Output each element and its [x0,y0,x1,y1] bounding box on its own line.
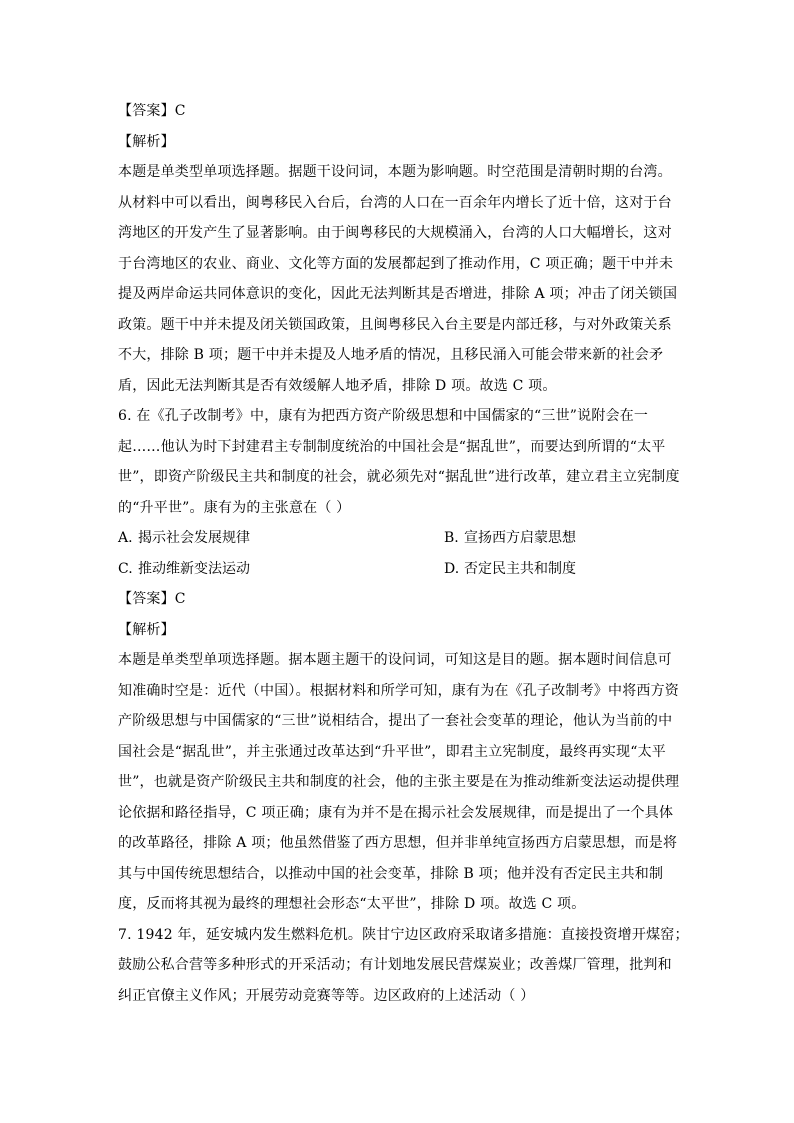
q5-analysis-line: 本题是单类型单项选择题。据题干设问词，本题为影响题。时空范围是清朝时期的台湾。 [118,164,672,180]
q5-analysis-line: 提及两岸命运共同体意识的变化，因此无法判断其是否增进，排除 A 项；冲击了闭关锁国 [118,286,678,302]
option-letter: D. [444,560,460,577]
option-text: 推动维新变法运动 [138,560,250,577]
option-letter: C. [118,560,133,577]
q7-stem-line: 7. 1942 年，延安城内发生燃料危机。陕甘宁边区政府采取诸多措施：直接投资增开煤窑； [118,926,689,943]
q5-analysis-label: 【解析】 [118,133,175,150]
q6-analysis-line: 的改革路径，排除 A 项；他虽然借鉴了西方思想，但并非单纯宣扬西方启蒙思想，而是将 [118,835,678,851]
q6-analysis-line: 本题是单类型单项选择题。据本题主题干的设问词，可知这是目的题。据本题时间信息可 [118,652,672,668]
q6-analysis-line: 产阶级思想与中国儒家的“三世”说相结合，提出了一套社会变革的理论，他认为当前的中 [118,713,673,729]
option-text: 宣扬西方启蒙思想 [464,530,576,546]
q6-analysis-line: 其与中国传统思想结合，以推动中国的社会变革，排除 B 项；他并没有否定民主共和制 [118,865,664,882]
q6-option-d [444,554,576,585]
option-text: 揭示社会发展规律 [138,530,250,546]
q6-analysis-line: 国社会是“据乱世”，并主张通过改革达到“升平世”，即君主立宪制度，最终再实现“太平 [118,743,666,760]
q5-analysis-line: 盾，因此无法判断其是否有效缓解人地矛盾，排除 D 项。故选 C 项。 [118,377,557,394]
q6-analysis-line: 论依据和路径指导，C 项正确；康有为并不是在揭示社会发展规律，而是提出了一个具体 [118,804,674,821]
q6-analysis-line: 世”，也就是资产阶级民主共和制度的社会，他的主张主要是在为推动维新变法运动提供理 [118,774,680,790]
q5-analysis [118,157,678,401]
q6-options-row-2 [118,554,678,585]
q6-analysis-label: 【解析】 [118,621,175,638]
q5-analysis-line: 湾地区的开发产生了显著影响。由于闽粤移民的大规模涌入，台湾的人口大幅增长，这对 [118,225,672,241]
option-text: 否定民主共和制度 [464,560,576,577]
q6-analysis-line: 知准确时空是：近代（中国）。根据材料和所学可知，康有为在《孔子改制考》中将西方资 [118,682,679,699]
q6-analysis-line: 度，反而将其视为最终的理想社会形态“太平世”，排除 D 项。故选 C 项。 [118,896,586,912]
q5-answer: 【答案】C [118,103,186,119]
q6-analysis [118,645,678,920]
q6-answer: 【答案】C [118,591,186,607]
q6-option-a [118,523,250,554]
q5-analysis-line: 于台湾地区的农业、商业、文化等方面的发展都起到了推动作用，C 项正确；题干中并未 [118,255,674,272]
q5-analysis-line: 从材料中可以看出，闽粤移民入台后，台湾的人口在一百余年内增长了近十倍，这对于台 [118,194,672,211]
q6-stem-line: 起……他认为时下封建君主专制制度统治的中国社会是“据乱世”，而要达到所谓的“太平 [118,438,666,455]
q6-stem-line: 世”，即资产阶级民主共和制度的社会，就必须先对“据乱世”进行改革，建立君主立宪制度 [118,469,680,485]
q7-stem-line: 纠正官僚主义作风；开展劳动竞赛等等。边区政府的上述活动（ ） [118,987,535,1004]
q5-analysis-line: 不大，排除 B 项；题干中并未提及人地矛盾的情况，且移民涌入可能会带来新的社会矛 [118,347,664,363]
q7-stem [118,920,689,1012]
option-letter: A. [118,530,133,546]
q6-stem [118,401,678,523]
q6-option-c [118,554,250,585]
q6-option-b [444,523,576,554]
q5-analysis-line: 政策。题干中并未提及闭关锁国政策，且闽粤移民入台主要是内部迁移，与对外政策关系 [118,316,672,333]
q6-stem-line: 6. 在《孔子改制考》中，康有为把西方资产阶级思想和中国儒家的“三世”说附会在一 [118,408,649,424]
q7-stem-line: 鼓励公私合营等多种形式的开采活动；有计划地发展民营煤炭业；改善煤厂管理，批判和 [118,957,672,973]
q6-stem-line: 的“升平世”。康有为的主张意在（ ） [118,499,351,516]
document-page [118,96,689,1011]
option-letter: B. [444,530,459,546]
q6-options-row-1 [118,523,678,554]
